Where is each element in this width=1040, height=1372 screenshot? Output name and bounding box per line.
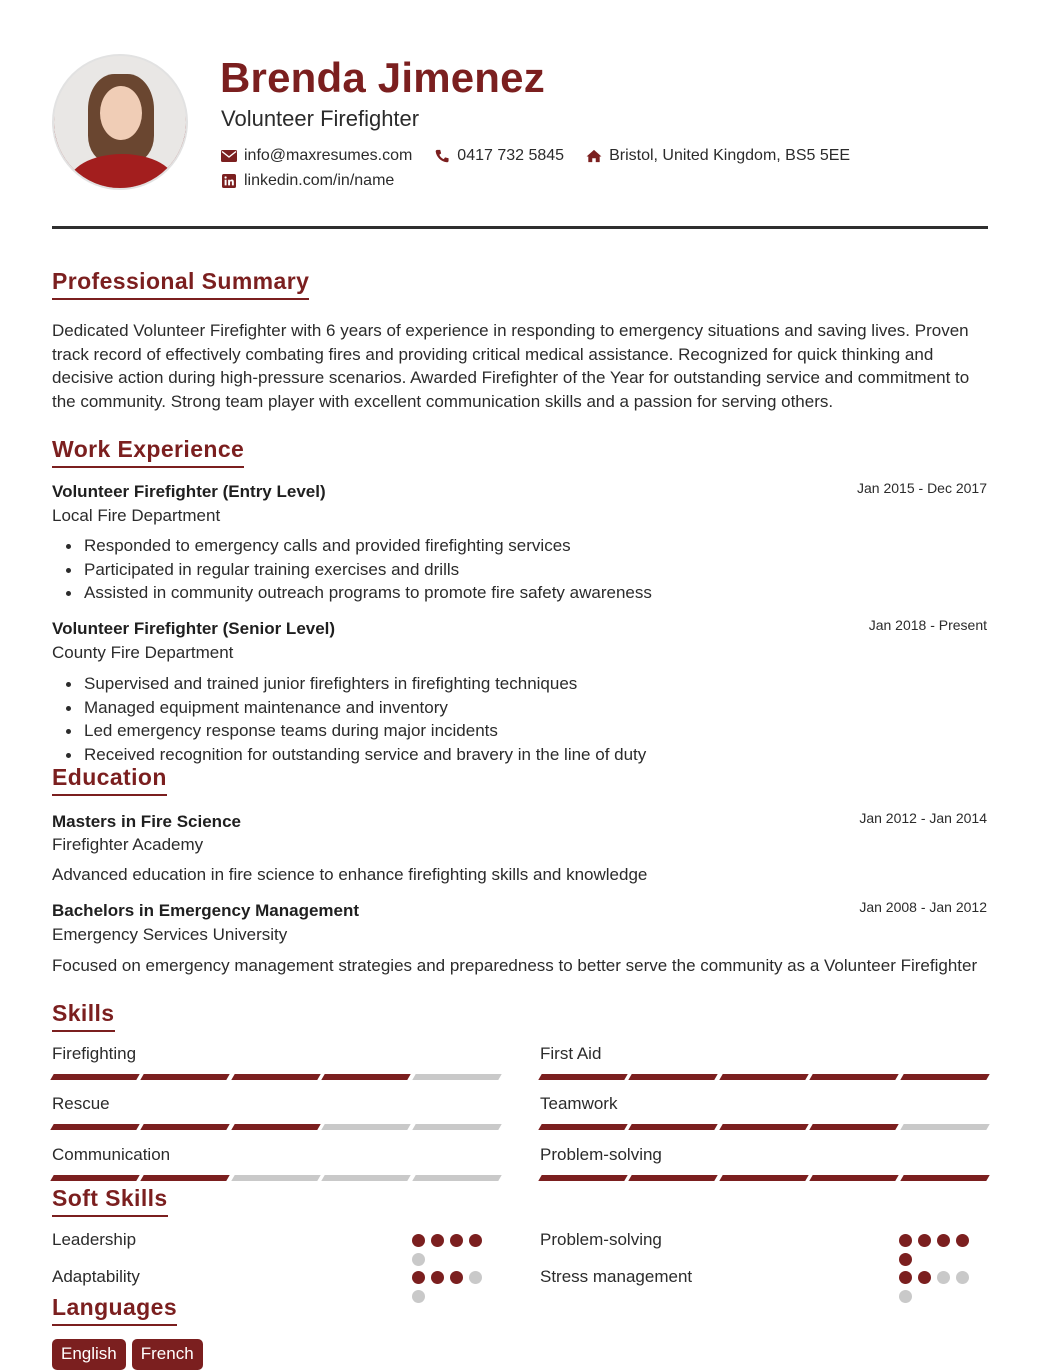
rating-dot [899, 1234, 912, 1247]
phone-contact[interactable] [434, 147, 564, 165]
rating-dot [412, 1290, 425, 1303]
skill-level-segment [50, 1124, 140, 1130]
skill-level-segment [900, 1124, 990, 1130]
skill-level-segment [629, 1175, 719, 1181]
list-item: Led emergency response teams during major incidents [66, 719, 646, 743]
skill-level-bar [52, 1074, 500, 1080]
rating-dot [937, 1234, 950, 1247]
skill-level-segment [809, 1124, 899, 1130]
skill-level-segment [231, 1124, 321, 1130]
summary-text: Dedicated Volunteer Firefighter with 6 years of experience in responding to emergency situations and saving lives. Proven track record of effectively combating fires and providing critical medical assistance. Recognized for quick thinking and decisive action during high-pressure scenarios. Awarded Firefighter of the Year for outstanding service and commitment to the community. Strong team player with excellent communication skills and a passion for serving others. [52, 321, 970, 411]
skill-item [52, 1145, 500, 1181]
section-title-experience: Work Experience [52, 436, 244, 468]
skill-level-segment [412, 1175, 502, 1181]
linkedin-icon [221, 174, 237, 188]
skill-level-bar [52, 1124, 500, 1130]
section-title-soft-skills: Soft Skills [52, 1185, 168, 1217]
linkedin-text: linkedin.com/in/name [244, 172, 395, 189]
skill-level-segment [412, 1124, 502, 1130]
skill-level-segment [538, 1074, 628, 1080]
skill-level-segment [809, 1074, 899, 1080]
linkedin-contact[interactable] [221, 172, 394, 190]
language-tag: English [52, 1339, 126, 1370]
home-icon [586, 149, 602, 163]
section-title-languages: Languages [52, 1294, 177, 1326]
skill-level-segment [719, 1124, 809, 1130]
soft-skill-label: Stress management [540, 1267, 693, 1286]
job-org: Local Fire Department [52, 506, 221, 525]
job-bullets [66, 534, 652, 605]
skill-level-segment [231, 1175, 321, 1181]
list-item: Responded to emergency calls and provided firefighting services [66, 534, 652, 558]
school-name: Firefighter Academy [52, 835, 204, 854]
email-contact[interactable] [221, 147, 412, 165]
skill-level-segment [538, 1124, 628, 1130]
skill-level-segment [900, 1074, 990, 1080]
education-desc: Focused on emergency management strategies and preparedness to better serve the community as a Volunteer Firefighter [52, 956, 978, 975]
list-item: Managed equipment maintenance and inventory [66, 696, 646, 720]
degree-title: Masters in Fire Science [52, 812, 241, 831]
skill-level-bar [540, 1175, 988, 1181]
candidate-name: Brenda Jimenez [220, 54, 545, 101]
language-tags [52, 1339, 203, 1370]
degree-title: Bachelors in Emergency Management [52, 901, 360, 920]
skill-level-segment [412, 1074, 502, 1080]
job-title: Volunteer Firefighter (Entry Level) [52, 482, 326, 501]
job-title: Volunteer Firefighter (Senior Level) [52, 619, 336, 638]
rating-dot [412, 1271, 425, 1284]
skill-level-bar [52, 1175, 500, 1181]
skill-item [540, 1145, 988, 1181]
education-desc: Advanced education in fire science to enhance firefighting skills and knowledge [52, 865, 648, 884]
envelope-icon [221, 149, 237, 163]
rating-dot [469, 1271, 482, 1284]
rating-dot [956, 1234, 969, 1247]
job-org: County Fire Department [52, 643, 234, 662]
skill-label: First Aid [540, 1044, 602, 1063]
skill-level-segment [321, 1074, 411, 1080]
rating-dot [469, 1234, 482, 1247]
soft-skill-label: Problem-solving [540, 1230, 662, 1249]
skill-level-segment [50, 1175, 140, 1181]
section-title-summary: Professional Summary [52, 268, 309, 300]
soft-skill-rating [412, 1234, 484, 1266]
soft-skill-rating [412, 1271, 484, 1303]
rating-dot [450, 1271, 463, 1284]
skill-level-segment [629, 1124, 719, 1130]
skill-level-segment [538, 1175, 628, 1181]
soft-skill-label: Leadership [52, 1230, 137, 1249]
address-contact [586, 147, 850, 165]
language-tag: French [132, 1339, 203, 1370]
skill-level-bar [540, 1074, 988, 1080]
resume-header [52, 54, 988, 194]
skill-label: Communication [52, 1145, 171, 1164]
rating-dot [431, 1271, 444, 1284]
rating-dot [918, 1271, 931, 1284]
education-date: Jan 2012 - Jan 2014 [859, 810, 987, 826]
rating-dot [412, 1234, 425, 1247]
skill-label: Firefighting [52, 1044, 137, 1063]
header-divider [52, 226, 988, 229]
address-text: Bristol, United Kingdom, BS5 5EE [609, 147, 851, 164]
skill-level-segment [321, 1175, 411, 1181]
list-item: Assisted in community outreach programs to promote fire safety awareness [66, 581, 652, 605]
rating-dot [450, 1234, 463, 1247]
skill-label: Teamwork [540, 1094, 618, 1113]
job-bullets [66, 672, 646, 766]
phone-icon [434, 149, 450, 163]
education-date: Jan 2008 - Jan 2012 [859, 899, 987, 915]
skill-item [52, 1094, 500, 1130]
skill-level-bar [540, 1124, 988, 1130]
rating-dot [412, 1253, 425, 1266]
skill-level-segment [321, 1124, 411, 1130]
list-item: Received recognition for outstanding service and bravery in the line of duty [66, 743, 646, 767]
skill-level-segment [50, 1074, 140, 1080]
rating-dot [899, 1253, 912, 1266]
skill-level-segment [629, 1074, 719, 1080]
contact-info [221, 145, 872, 195]
profile-photo [52, 54, 188, 190]
candidate-role: Volunteer Firefighter [221, 106, 420, 131]
rating-dot [937, 1271, 950, 1284]
skill-level-segment [141, 1175, 231, 1181]
skill-level-segment [719, 1175, 809, 1181]
list-item: Participated in regular training exercises and drills [66, 558, 652, 582]
email-text: info@maxresumes.com [244, 147, 413, 164]
skill-level-segment [141, 1074, 231, 1080]
skill-level-segment [231, 1074, 321, 1080]
rating-dot [431, 1234, 444, 1247]
skill-label: Problem-solving [540, 1145, 662, 1164]
skill-level-segment [141, 1124, 231, 1130]
skill-item [540, 1094, 988, 1130]
skill-level-segment [900, 1175, 990, 1181]
soft-skill-rating [899, 1271, 971, 1303]
list-item: Supervised and trained junior firefighters in firefighting techniques [66, 672, 646, 696]
job-date: Jan 2018 - Present [868, 617, 987, 633]
school-name: Emergency Services University [52, 925, 288, 944]
skill-item [540, 1044, 988, 1080]
rating-dot [899, 1290, 912, 1303]
section-title-education: Education [52, 764, 167, 796]
job-date: Jan 2015 - Dec 2017 [857, 480, 987, 496]
section-title-skills: Skills [52, 1000, 115, 1032]
rating-dot [956, 1271, 969, 1284]
skill-item [52, 1044, 500, 1080]
rating-dot [899, 1271, 912, 1284]
skill-level-segment [719, 1074, 809, 1080]
skill-label: Rescue [52, 1094, 110, 1113]
phone-text: 0417 732 5845 [457, 147, 565, 164]
soft-skill-label: Adaptability [52, 1267, 140, 1286]
skill-level-segment [809, 1175, 899, 1181]
soft-skill-rating [899, 1234, 971, 1266]
rating-dot [918, 1234, 931, 1247]
